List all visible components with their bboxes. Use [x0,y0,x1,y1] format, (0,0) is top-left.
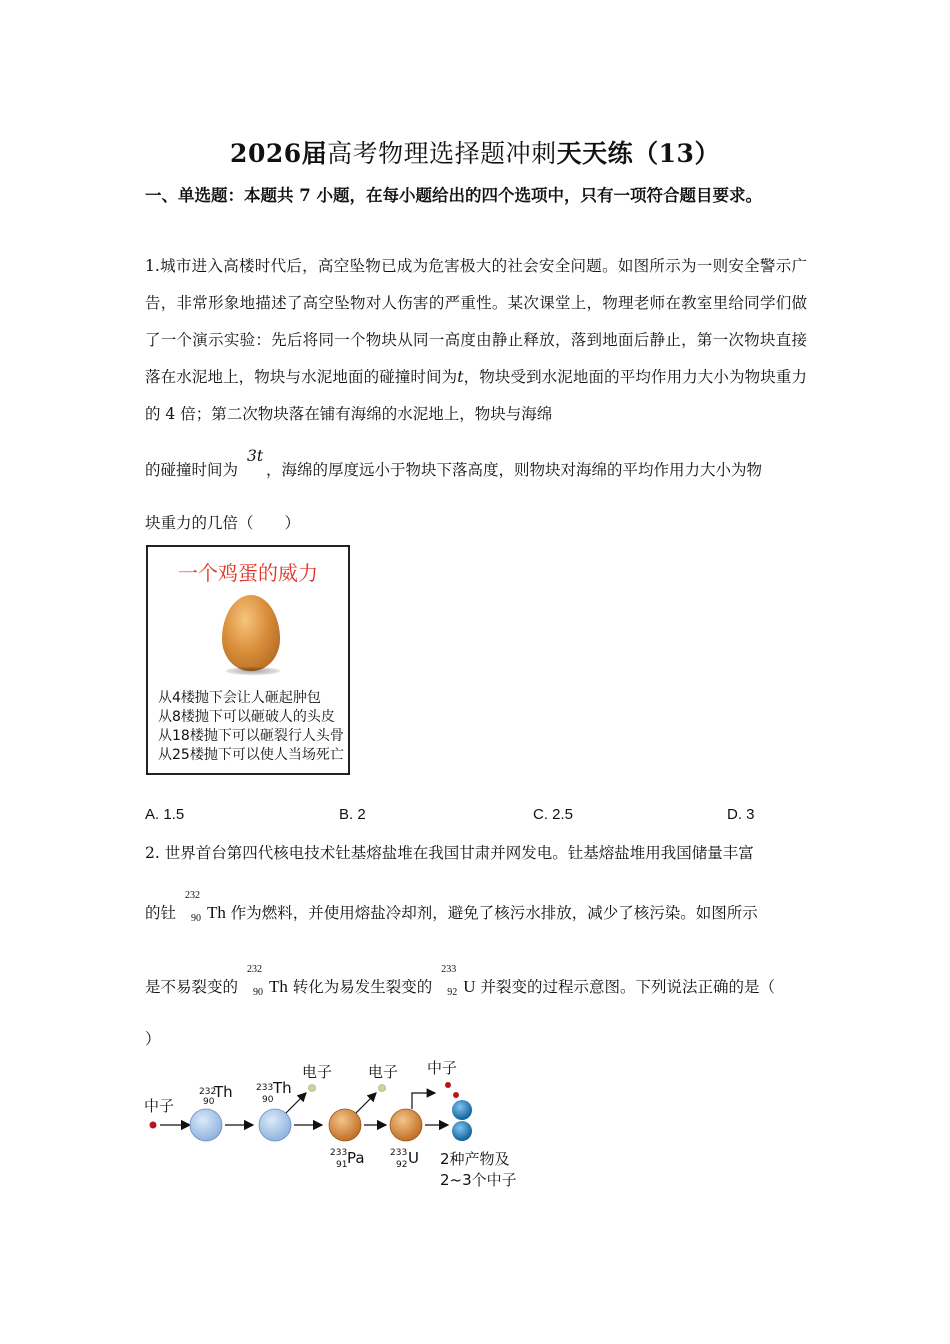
poster-line: 从8楼抛下可以砸破人的头皮 [158,709,335,725]
th232-nucleus [190,1109,222,1141]
question-1-text [145,248,807,433]
page-title [0,134,950,170]
fission-diagram [140,1055,540,1195]
svg-text:Pa: Pa [347,1149,365,1167]
svg-text:Th: Th [273,1079,292,1097]
electron-particle-1 [309,1085,316,1092]
q2-line2-pre: 的钍 [145,904,177,922]
q2-line3-post: 并裂变的过程示意图。下列说法正确的是（ [480,978,775,996]
electron-label-2: 电子 [368,1063,399,1081]
egg-shadow [226,667,280,675]
th233-nucleus [259,1109,291,1141]
q2-line3-pre: 是不易裂变的 [145,978,239,996]
svg-text:90: 90 [262,1095,274,1105]
products-label-1: 2种产物及 [440,1150,510,1168]
svg-text:233: 233 [330,1148,348,1158]
nuclide-th232-inline: 232 Th 90 [246,964,288,998]
title-year: 2026届 [230,139,328,168]
option-a: A. 1.5 [145,806,185,823]
neutron-label: 中子 [144,1097,175,1115]
svg-text:90: 90 [203,1097,215,1107]
neutron-out-label: 中子 [427,1059,458,1077]
q1-collision-label: 的碰撞时间为 [145,461,239,479]
q1-collision-rest: ，海绵的厚度远小于物块下落高度，则物块对海绵的平均作用力大小为物 [266,461,763,479]
option-d: D. 3 [727,806,755,823]
title-series: 天天练（13） [556,139,720,168]
u233-nucleus [390,1109,422,1141]
poster-text [158,689,344,765]
option-b: B. 2 [339,806,366,823]
svg-text:U: U [408,1149,419,1167]
products-label-2: 2~3个中子 [440,1171,517,1189]
poster-line: 从18楼抛下可以砸裂行人头骨 [158,728,344,744]
product-nucleus-2 [452,1121,472,1141]
svg-text:92: 92 [396,1160,408,1170]
q1-symbol-3t: 3t [247,447,264,465]
q2-line2-post: 作为燃料，并使用熔盐冷却剂，避免了核污水排放，减少了核污染。如图所示 [230,904,758,922]
question-2-line-2 [145,890,807,924]
q1-text-part1: 1.城市进入高楼时代后，高空坠物已成为危害极大的社会安全问题。如图所示为一则安全警示广告，非常形象地描述了高空坠物对人伤害的严重性。某次课堂上，物理老师在教室里给同学们做了一个演示实验：先后将同一个物块从同一高度由静止释放，落到地面后静止，第一次物块直接落在水泥地上，物块与水泥地面的碰撞时间为 [145,257,807,386]
product-nucleus-1 [452,1100,472,1120]
svg-text:232: 232 [199,1087,217,1097]
egg-warning-poster [146,545,350,775]
poster-title: 一个鸡蛋的威力 [178,561,318,585]
nuclide-th232: 232 Th 90 [184,890,226,924]
q1-text-part2: ，物块受到水泥地面的平均作用力大小为物块重力的 4 倍；第二次物块落在铺有海绵的水泥地上，物块与海绵 [145,368,807,423]
svg-text:233: 233 [390,1148,408,1158]
svg-text:233: 233 [256,1083,274,1093]
nuclide-u233-inline: 233 U 92 [441,964,476,998]
egg-image [222,595,280,671]
neutron-particle [150,1122,157,1129]
poster-line: 从4楼抛下会让人砸起肿包 [158,690,321,706]
question-2-line-4: ） [145,1030,161,1048]
option-c: C. 2.5 [533,806,574,823]
q1-question-end: 块重力的几倍（ ） [145,514,301,532]
question-2-line-1: 2. 世界首台第四代核电技术钍基熔盐堆在我国甘肃并网发电。钍基熔盐堆用我国储量丰富 [145,844,754,862]
neutron-out-2 [453,1092,459,1098]
poster-line: 从25楼抛下可以使人当场死亡 [158,747,344,763]
question-2-line-3 [145,964,807,998]
title-main: 高考物理选择题冲刺 [327,139,557,168]
q2-line3-mid: 转化为易发生裂变的 [292,978,433,996]
svg-text:91: 91 [336,1160,348,1170]
section-heading: 一、单选题：本题共 7 小题，在每小题给出的四个选项中，只有一项符合题目要求。 [145,186,762,205]
electron-label-1: 电子 [302,1063,333,1081]
q1-symbol-t: t [457,368,464,386]
electron-particle-2 [379,1085,386,1092]
q1-collision-line [145,453,807,487]
neutron-out-1 [445,1082,451,1088]
pa233-nucleus [329,1109,361,1141]
svg-text:Th: Th [214,1083,233,1101]
